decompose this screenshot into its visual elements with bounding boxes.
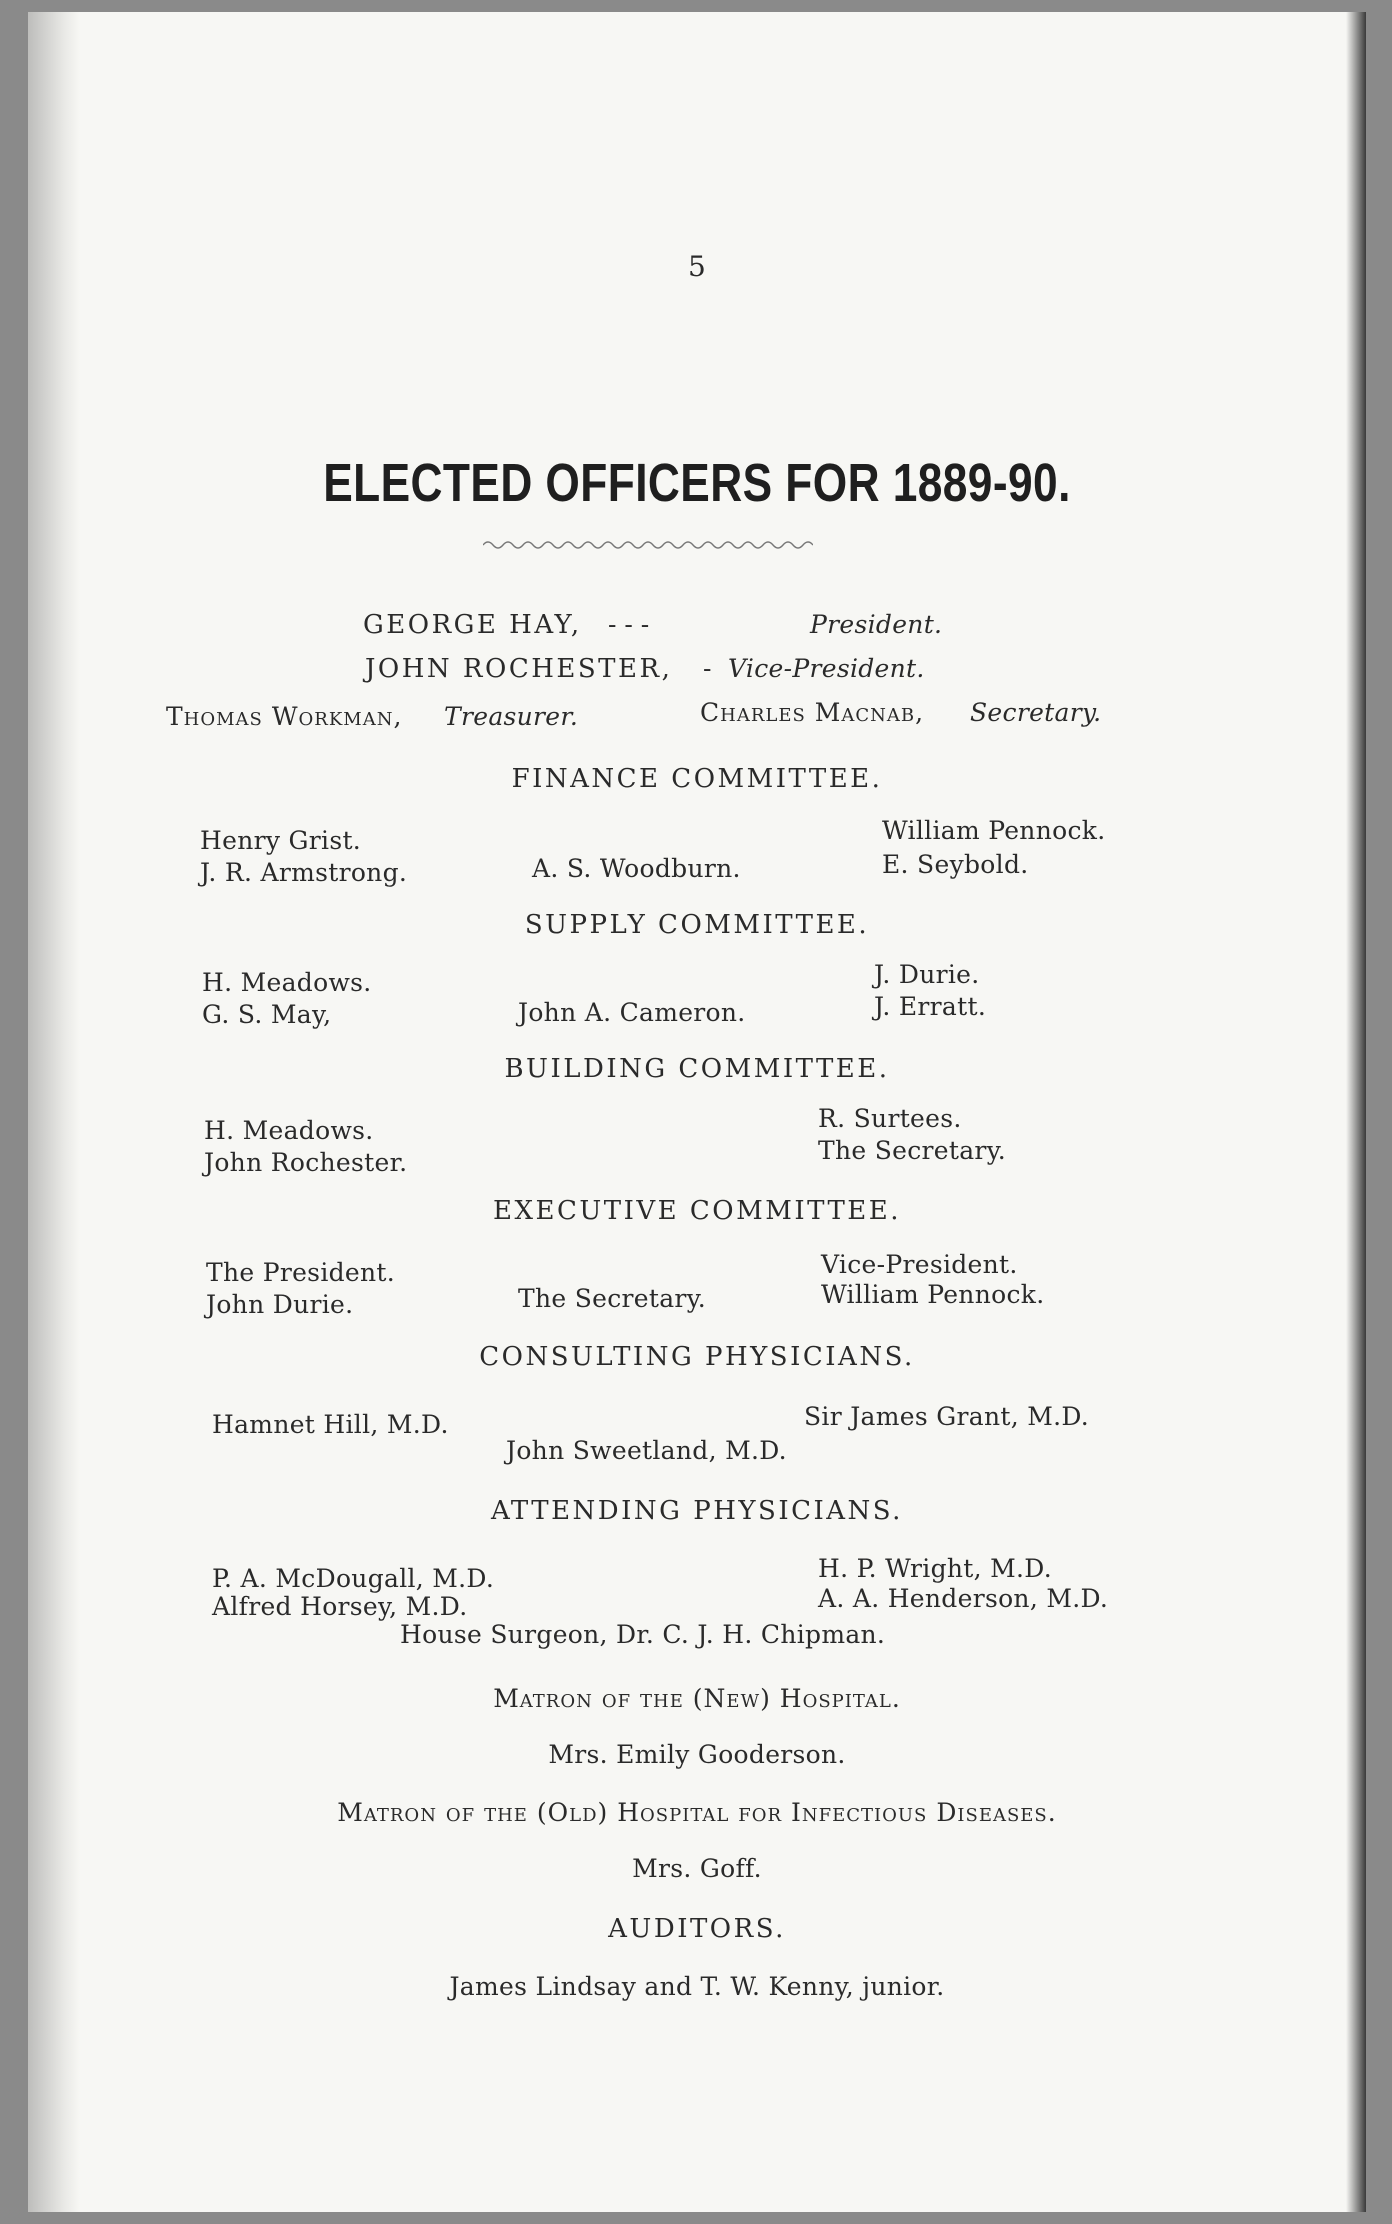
consulting-physicians-heading: CONSULTING PHYSICIANS.: [479, 1342, 915, 1372]
finance-member: A. S. Woodburn.: [532, 854, 741, 883]
page-title: ELECTED OFFICERS FOR 1889-90.: [323, 453, 1071, 513]
finance-member: Henry Grist.: [200, 826, 362, 855]
executive-committee-heading: EXECUTIVE COMMITTEE.: [492, 1196, 902, 1226]
auditors-heading: AUDITORS.: [608, 1914, 786, 1944]
finance-committee-heading: FINANCE COMMITTEE.: [511, 764, 883, 794]
wavy-rule-ornament: [483, 539, 813, 551]
attending-physician: H. P. Wright, M.D.: [818, 1554, 1052, 1583]
supply-member: G. S. May,: [202, 1000, 332, 1029]
supply-member: J. Durie.: [874, 960, 980, 989]
treasurer-name: Thomas Workman,: [166, 702, 403, 731]
house-surgeon: House Surgeon, Dr. C. J. H. Chipman.: [400, 1620, 886, 1649]
executive-member: The Secretary.: [518, 1284, 707, 1313]
president-role: President.: [810, 610, 943, 639]
secretary-name: Charles Macnab,: [700, 698, 925, 727]
attending-physician: A. A. Henderson, M.D.: [818, 1584, 1109, 1613]
finance-member: E. Seybold.: [882, 850, 1029, 879]
building-member: H. Meadows.: [204, 1116, 374, 1145]
consulting-physician: John Sweetland, M.D.: [506, 1436, 787, 1465]
supply-member: J. Erratt.: [874, 992, 987, 1021]
supply-member: H. Meadows.: [202, 968, 372, 997]
vice-president-role: Vice-President.: [728, 654, 925, 683]
finance-member: William Pennock.: [882, 816, 1106, 845]
executive-member: Vice-President.: [821, 1250, 1018, 1279]
building-member: R. Surtees.: [818, 1104, 962, 1133]
attending-physicians-heading: ATTENDING PHYSICIANS.: [491, 1496, 903, 1526]
matron-old-name: Mrs. Goff.: [632, 1854, 762, 1883]
building-member: John Rochester.: [204, 1148, 408, 1177]
vice-president-name: JOHN ROCHESTER,: [365, 654, 673, 684]
document-page: [28, 12, 1366, 2212]
executive-member: John Durie.: [206, 1290, 354, 1319]
secretary-role: Secretary.: [970, 698, 1102, 727]
executive-member: The President.: [206, 1258, 396, 1287]
supply-committee-heading: SUPPLY COMMITTEE.: [524, 910, 870, 940]
president-dashes: - - -: [608, 610, 650, 639]
attending-physician: P. A. McDougall, M.D.: [212, 1564, 495, 1593]
matron-old-heading: Matron of the (Old) Hospital for Infectious Diseases.: [337, 1798, 1057, 1827]
page-number: 5: [687, 250, 707, 283]
attending-physician: Alfred Horsey, M.D.: [212, 1592, 468, 1621]
building-member: The Secretary.: [818, 1136, 1007, 1165]
vice-president-dash: -: [703, 654, 712, 683]
executive-member: William Pennock.: [821, 1280, 1045, 1309]
treasurer-role: Treasurer.: [444, 702, 579, 731]
consulting-physician: Hamnet Hill, M.D.: [212, 1410, 449, 1439]
supply-member: John A. Cameron.: [518, 998, 746, 1027]
auditors-names: James Lindsay and T. W. Kenny, junior.: [449, 1972, 945, 2001]
building-committee-heading: BUILDING COMMITTEE.: [504, 1054, 890, 1084]
matron-new-heading: Matron of the (New) Hospital.: [493, 1684, 901, 1713]
president-name: GEORGE HAY,: [363, 610, 582, 640]
finance-member: J. R. Armstrong.: [200, 858, 408, 887]
matron-new-name: Mrs. Emily Gooderson.: [548, 1740, 846, 1769]
consulting-physician: Sir James Grant, M.D.: [804, 1402, 1090, 1431]
